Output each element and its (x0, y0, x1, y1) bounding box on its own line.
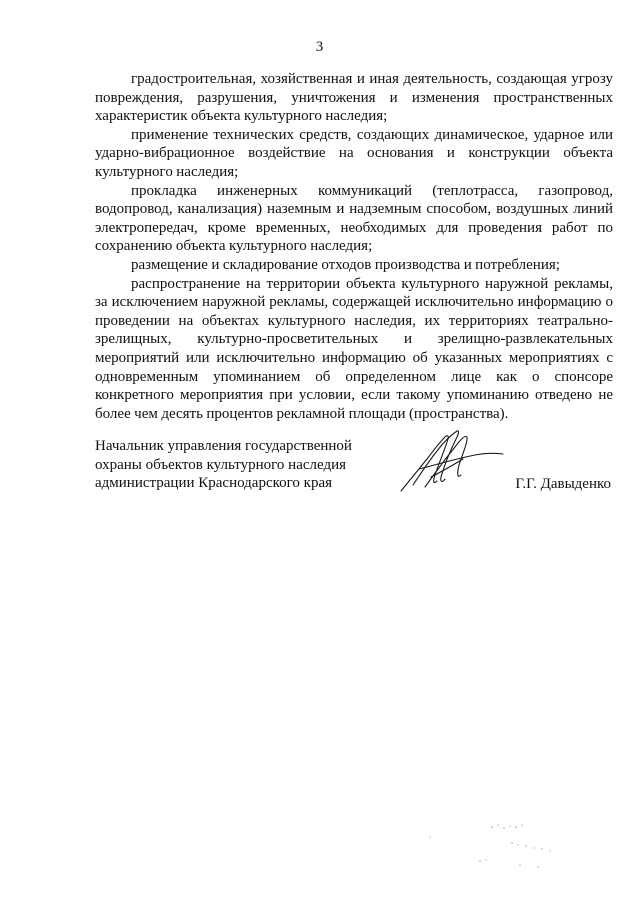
signer-title (95, 437, 375, 493)
handwritten-signature (395, 425, 505, 495)
paragraph-urban-activity: градостроительная, хозяйственная и иная деятельность, создающая угрозу повреждения, разрушения, уничтожения и изменения пространственных характеристик объекта культурного наследия; (95, 71, 613, 125)
scan-noise (400, 815, 560, 875)
signer-name: Г.Г. Давыденко (515, 476, 611, 492)
signer-title-line: администрации Краснодарского края (95, 475, 333, 492)
document-body (95, 70, 613, 423)
paragraph-waste-storage: размещение и складирование отходов производства и потребления; (131, 256, 560, 273)
signer-title-line: Начальник управления государственной (95, 438, 352, 454)
signature-block (95, 437, 615, 507)
page-number: 3 (315, 39, 324, 55)
paragraph-advertising: распространение на территории объекта культурного наружной рекламы, за исключением наружной рекламы, содержащей исключительно информацию о проведении на объектах культурного наследия, их территориях театрально-зрелищных, культурно-просветительных и зрелищно-развлекательных мероприятий или исключительно информацию об указанных мероприятиях с одновременным упоминанием об определенном лице как о спонсоре конкретного мероприятия при условии, если такому упоминанию отведено не более чем десять процентов рекламной площади (пространства). (95, 275, 613, 422)
paragraph-technical-means: применение технических средств, создающих динамическое, ударное или ударно-вибрационное воздействие на основания и конструкции объекта культурного наследия; (95, 126, 613, 180)
signer-title-line: охраны объектов культурного наследия (95, 456, 347, 473)
paragraph-utility-lines: прокладка инженерных коммуникаций (теплотрасса, газопровод, водопровод, канализация) наземным и надземным способом, воздушных линий электропередач, кроме временных, необходимых для проведения работ по сохранению объекта культурного наследия; (95, 182, 613, 255)
